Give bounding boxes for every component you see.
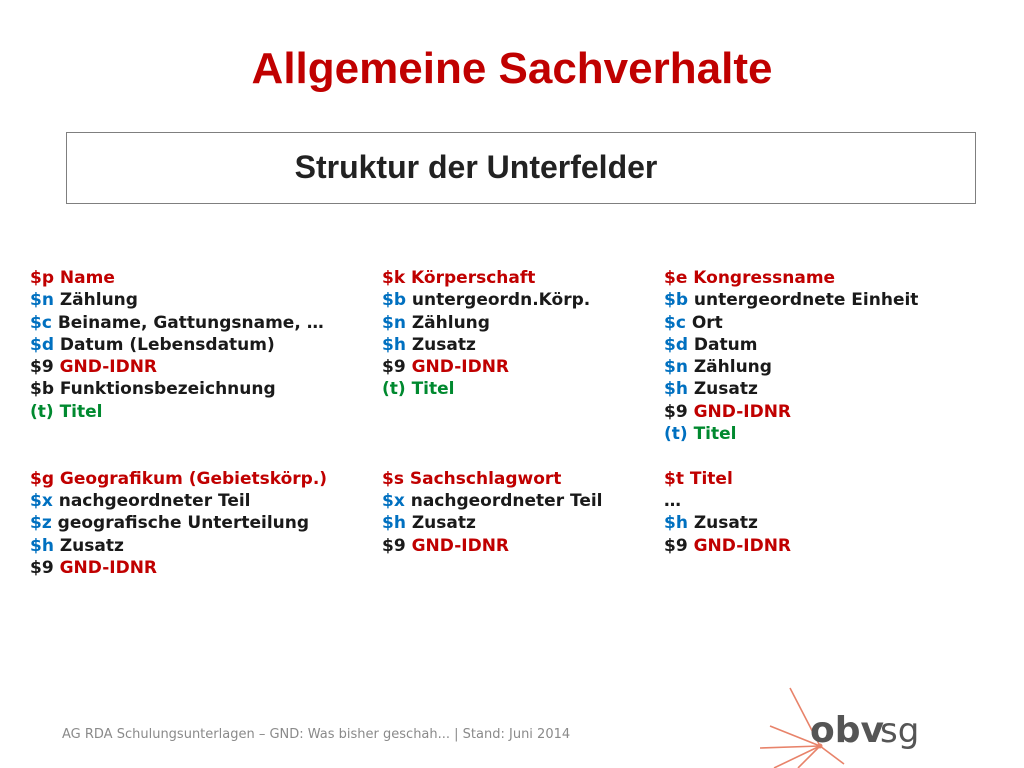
subfield-label: Zusatz xyxy=(687,379,758,400)
subfield-line xyxy=(30,289,327,311)
subfield-label: geografische Unterteilung xyxy=(51,513,310,534)
subfield-label: Zählung xyxy=(53,290,138,311)
subfield-code: $x xyxy=(30,490,53,511)
subfield-line xyxy=(664,445,918,467)
subfield-code: $g xyxy=(30,468,54,489)
subfield-line xyxy=(664,356,918,378)
subfield-line xyxy=(30,401,327,423)
subfield-label: Körperschaft xyxy=(405,268,536,288)
subfield-line xyxy=(382,312,603,334)
subfield-code: $9 xyxy=(30,557,54,578)
subfield-label: nachgeordneter Teil xyxy=(404,490,603,511)
subfield-code: $b xyxy=(382,290,406,311)
subfield-label: Titel xyxy=(683,468,733,489)
subfield-label: untergeordn.Körp. xyxy=(406,290,591,311)
subfield-line xyxy=(382,445,603,467)
subfield-label: Zählung xyxy=(687,357,772,378)
subfield-line xyxy=(664,512,918,534)
subfield-line xyxy=(30,468,327,490)
subfield-code: $s xyxy=(382,468,404,489)
subfield-label: Beiname, Gattungsname, … xyxy=(51,312,324,333)
subfield-label: Zusatz xyxy=(405,334,476,355)
subfield-label: nachgeordneter Teil xyxy=(52,490,251,511)
subfield-label: Funktionsbezeichnung xyxy=(54,379,276,400)
subfield-line xyxy=(30,423,327,445)
subfield-code: $n xyxy=(382,312,406,333)
subfield-code: (t) xyxy=(664,424,688,445)
subfield-label: Titel xyxy=(405,379,455,400)
subfield-line xyxy=(382,468,603,490)
subfield-line xyxy=(382,423,603,445)
subfield-line xyxy=(382,267,603,289)
subfield-label: Datum xyxy=(688,334,758,355)
subfield-label: GND-IDNR xyxy=(687,535,792,556)
subfield-label: GND-IDNR xyxy=(53,557,158,578)
subfield-line xyxy=(664,490,918,512)
subfield-label: Name xyxy=(54,268,115,288)
subfield-line xyxy=(664,312,918,334)
subfield-code: $e xyxy=(664,268,688,288)
subfield-code: $x xyxy=(382,490,405,511)
subfield-code: $n xyxy=(664,357,688,378)
subfield-code: $h xyxy=(664,513,688,534)
subfield-line xyxy=(30,512,327,534)
subfield-line xyxy=(382,512,603,534)
subfield-line xyxy=(664,334,918,356)
subfield-line xyxy=(664,468,918,490)
subfield-line xyxy=(30,312,327,334)
subfield-line xyxy=(382,334,603,356)
subfield-label: GND-IDNR xyxy=(405,357,510,378)
subfield-code: $b xyxy=(30,379,54,400)
subfield-line xyxy=(30,334,327,356)
subfield-line xyxy=(30,535,327,557)
subfield-line xyxy=(30,557,327,579)
subfield-line xyxy=(382,356,603,378)
subfield-label: Titel xyxy=(53,401,103,422)
subfield-label: Zusatz xyxy=(53,535,124,556)
subfield-code: $9 xyxy=(30,357,54,378)
slide-title: Allgemeine Sachverhalte xyxy=(251,44,773,93)
subfield-label: Zusatz xyxy=(687,513,758,534)
subfield-label: Datum (Lebensdatum) xyxy=(54,334,275,355)
subfield-line xyxy=(30,445,327,467)
subfield-code: $9 xyxy=(382,357,406,378)
subfield-label: GND-IDNR xyxy=(405,535,510,556)
subfield-line xyxy=(382,289,603,311)
subfield-line xyxy=(664,401,918,423)
subtitle-box xyxy=(66,132,976,204)
logo-text-obv: obv xyxy=(810,710,884,751)
subfield-code: $c xyxy=(664,312,686,333)
subfield-code: $n xyxy=(30,290,54,311)
slide-subtitle: Struktur der Unterfelder xyxy=(294,149,658,185)
subfield-column-2 xyxy=(382,267,603,557)
subfield-code: $k xyxy=(382,268,406,288)
subfield-line xyxy=(664,289,918,311)
subfield-line xyxy=(382,401,603,423)
subfield-line xyxy=(30,490,327,512)
subfield-line xyxy=(382,535,603,557)
subfield-code: (t) xyxy=(30,401,54,422)
subfield-line xyxy=(382,378,603,400)
subfield-code: $9 xyxy=(664,401,688,422)
subfield-code: $h xyxy=(30,535,54,556)
subfield-line xyxy=(664,535,918,557)
subfield-line xyxy=(664,378,918,400)
logo-text-sg: sg xyxy=(880,711,920,751)
subfield-label: Kongressname xyxy=(687,268,836,288)
subfield-label: GND-IDNR xyxy=(687,401,792,422)
subfield-line xyxy=(664,423,918,445)
subfield-code: $9 xyxy=(664,535,688,556)
subfield-label: Ort xyxy=(685,312,723,333)
subfield-code: $d xyxy=(30,334,54,355)
subfield-label: Geografikum (Gebietskörp.) xyxy=(54,468,328,489)
subfield-code: $h xyxy=(664,379,688,400)
subfield-column-3 xyxy=(664,267,918,557)
subfield-code: $p xyxy=(30,268,54,288)
obv-sg-logo xyxy=(760,686,940,768)
subfield-label: Sachschlagwort xyxy=(403,468,562,489)
subfield-code: (t) xyxy=(382,379,406,400)
subfield-line xyxy=(382,490,603,512)
footer-text: AG RDA Schulungsunterlagen – GND: Was bisher geschah... | Stand: Juni 2014 xyxy=(62,727,571,742)
subfield-code: $c xyxy=(30,312,52,333)
subfield-code: $b xyxy=(664,290,688,311)
subfield-code: $z xyxy=(30,513,52,534)
subfield-label: GND-IDNR xyxy=(53,357,158,378)
subfield-line xyxy=(30,267,327,289)
subfield-code: … xyxy=(664,490,681,511)
subfield-line xyxy=(664,267,918,289)
subfield-column-1 xyxy=(30,267,327,579)
subfield-line xyxy=(30,356,327,378)
subfield-label: Titel xyxy=(687,424,737,445)
subfield-label: Zählung xyxy=(405,312,490,333)
subfield-line xyxy=(30,378,327,400)
subfield-code: $9 xyxy=(382,535,406,556)
subfield-code: $t xyxy=(664,468,684,489)
subfield-code: $d xyxy=(664,334,688,355)
subfield-code: $h xyxy=(382,334,406,355)
subfield-code: $h xyxy=(382,513,406,534)
subfield-label: Zusatz xyxy=(405,513,476,534)
subfield-label: untergeordnete Einheit xyxy=(688,290,919,311)
